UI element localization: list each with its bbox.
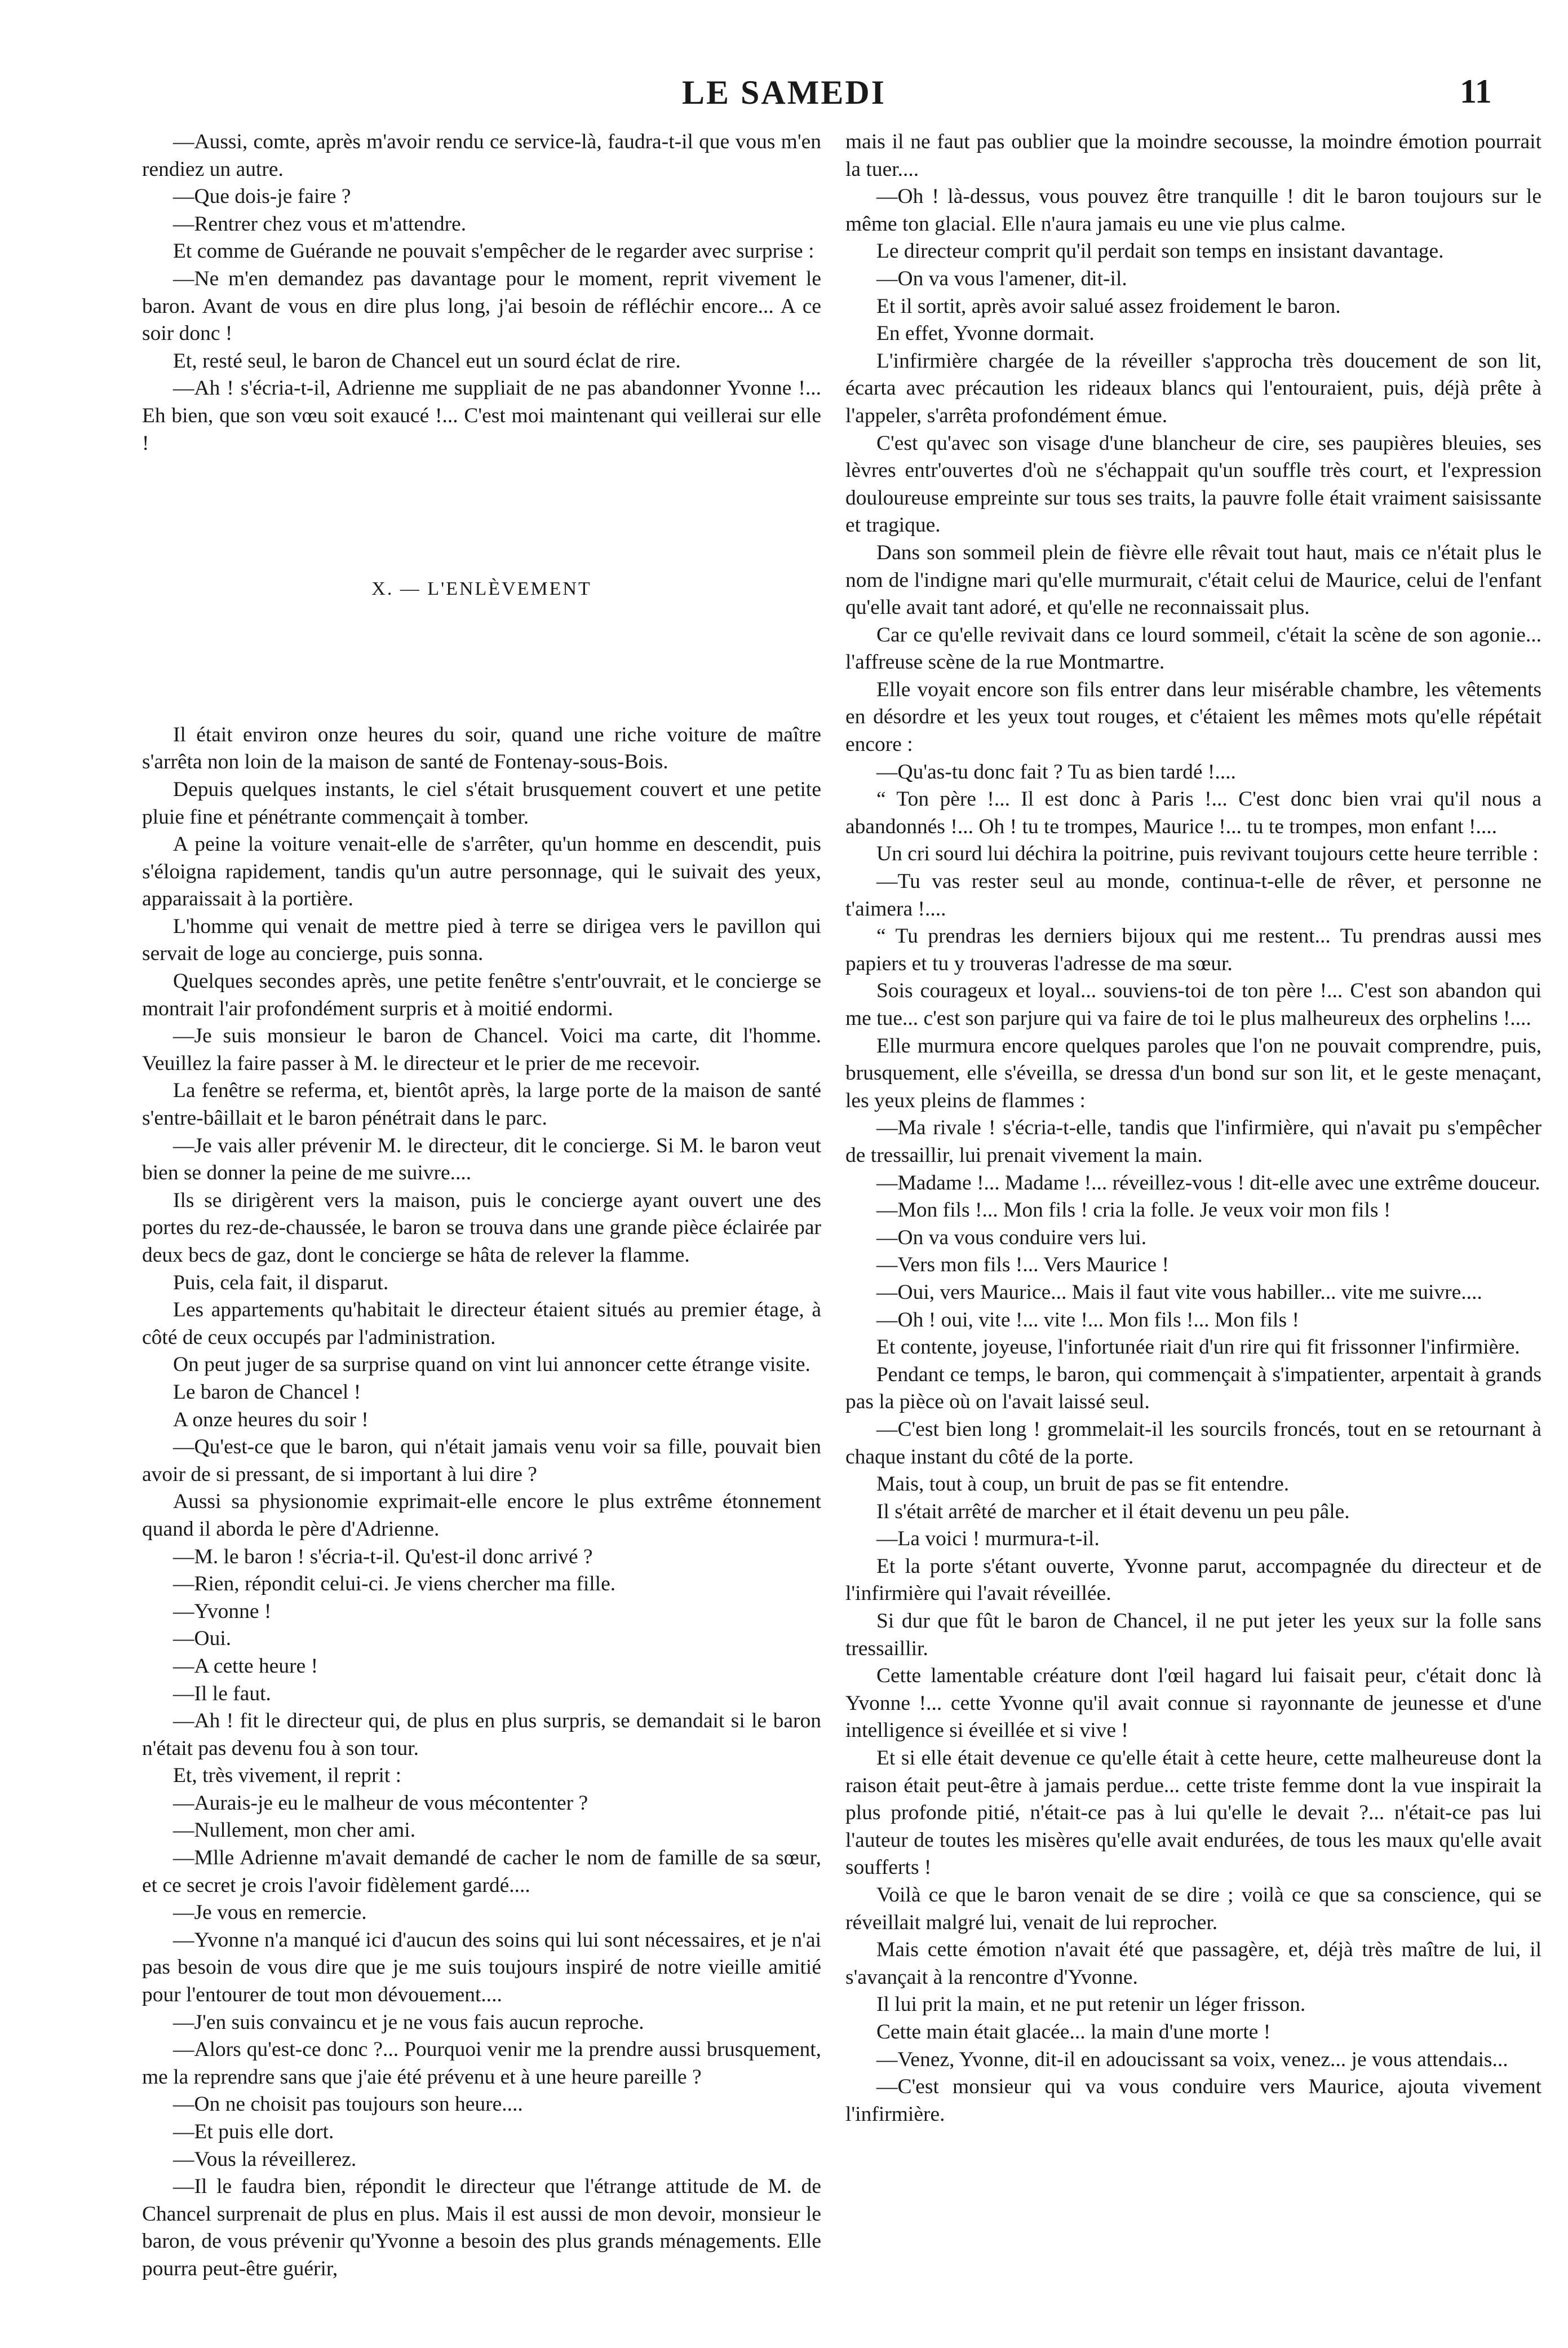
left-column — [142, 129, 821, 2283]
paragraph: Et contente, joyeuse, l'infortunée riait d'un rire qui fit frissonner l'infirmière. — [876, 1336, 1520, 1359]
paragraph: Le directeur comprit qu'il perdait son temps en insistant davantage. — [876, 240, 1444, 263]
paragraph: Quelques secondes après, une petite fenêtre s'entr'ouvrait, et le concierge se montrait l'air profondément surpris et à moitié endormi. — [142, 970, 821, 1020]
paragraph: —La voici ! murmura-t-il. — [876, 1527, 1100, 1551]
paragraph: “ Tu prendras les derniers bijoux qui me restent... Tu prendras aussi mes papiers et tu y trouveras l'adresse de ma sœur. — [845, 925, 1542, 975]
paragraph: —C'est monsieur qui va vous conduire vers Maurice, ajouta vivement l'infirmière. — [845, 2075, 1542, 2126]
page-number: 11 — [1460, 73, 1492, 110]
paragraph: —Tu vas rester seul au monde, continua-t-elle de rêver, et personne ne t'aimera !.... — [845, 870, 1542, 921]
paragraph: Elle voyait encore son fils entrer dans leur misérable chambre, les vêtements en désordre et les yeux tout rouges, et c'étaient les mêmes mots qu'elle répétait encore : — [845, 678, 1542, 757]
left-column-text-before-chapter — [142, 129, 821, 457]
paragraph: En effet, Yvonne dormait. — [876, 322, 1095, 346]
paragraph: —Il le faudra bien, répondit le directeur que l'étrange attitude de M. de Chancel surprenait de plus en plus. Mais il est aussi de mon devoir, monsieur le baron, de vous prévenir qu'Yvonne a besoin des plus grands ménagements. Elle pourra peut-être guérir, — [142, 2175, 821, 2280]
paragraph: Mais cette émotion n'avait été que passagère, et, déjà très maître de lui, il s'avançait à la rencontre d'Yvonne. — [845, 1938, 1542, 1989]
paragraph: Et comme de Guérande ne pouvait s'empêcher de le regarder avec surprise : — [173, 240, 814, 263]
paragraph: Mais, tout à coup, un bruit de pas se fit entendre. — [876, 1473, 1290, 1496]
paragraph: —A cette heure ! — [173, 1654, 318, 1678]
paragraph: A onze heures du soir ! — [173, 1408, 369, 1431]
paragraph: —Mlle Adrienne m'avait demandé de cacher le nom de famille de sa sœur, et ce secret je crois l'avoir fidèlement gardé.... — [142, 1846, 821, 1897]
left-column-text-after-chapter — [142, 722, 821, 2283]
continued-paragraph: mais il ne faut pas oublier que la moindre secousse, la moindre émotion pourrait la tuer.... — [845, 130, 1542, 181]
paragraph: On peut juger de sa surprise quand on vint lui annoncer cette étrange visite. — [173, 1353, 810, 1377]
paragraph: —Oui. — [173, 1627, 232, 1651]
paragraph: Il était environ onze heures du soir, quand une riche voiture de maître s'arrêta non loin de la maison de santé de Fontenay-sous-Bois. — [142, 723, 821, 774]
paragraph: Et, très vivement, il reprit : — [173, 1764, 402, 1788]
paragraph: Il s'était arrêté de marcher et il était devenu un peu pâle. — [876, 1500, 1350, 1523]
paragraph: —Rentrer chez vous et m'attendre. — [173, 212, 467, 236]
paragraph: Depuis quelques instants, le ciel s'était brusquement couvert et une petite pluie fine et pénétrante commençait à tomber. — [142, 777, 821, 829]
paragraph: —Ma rivale ! s'écria-t-elle, tandis que l'infirmière, qui n'avait pu s'empêcher de tressaillir, lui prenait vivement la main. — [845, 1116, 1542, 1167]
paragraph: Puis, cela fait, il disparut. — [173, 1271, 389, 1294]
chapter-title: X. — L'ENLÈVEMENT — [371, 578, 592, 600]
paragraph: L'infirmière chargée de la réveiller s'approcha très doucement de son lit, écarta avec précaution les rideaux blancs qui l'entouraient, puis, déjà prête à l'appeler, s'arrêta profondément émue. — [845, 349, 1542, 427]
paragraph: —J'en suis convaincu et je ne vous fais aucun reproche. — [173, 2010, 644, 2034]
paragraph: —On va vous l'amener, dit-il. — [876, 267, 1127, 290]
paragraph: Cette lamentable créature dont l'œil hagard lui faisait peur, c'était donc là Yvonne !... cette Yvonne qu'il avait connue si rayonnante de jeunesse et d'une intelligence si éveillée et si vive ! — [845, 1664, 1542, 1743]
paragraph: —Madame !... Madame !... réveillez-vous ! dit-elle avec une extrême douceur. — [876, 1171, 1540, 1195]
paragraph: Aussi sa physionomie exprimait-elle encore le plus extrême étonnement quand il aborda le père d'Adrienne. — [142, 1490, 821, 1541]
paragraph: —Venez, Yvonne, dit-il en adoucissant sa voix, venez... je vous attendais... — [876, 2048, 1508, 2071]
paragraph: Et, resté seul, le baron de Chancel eut un sourd éclat de rire. — [173, 349, 681, 373]
paragraph: Et la porte s'étant ouverte, Yvonne parut, accompagnée du directeur et de l'infirmière qui l'avait réveillée. — [845, 1554, 1542, 1606]
paragraph: —Ah ! fit le directeur qui, de plus en plus surpris, se demandait si le baron n'était pas devenu fou à son tour. — [142, 1709, 821, 1760]
paragraph: —Vous la réveillerez. — [173, 2147, 357, 2171]
paragraph: —Ah ! s'écria-t-il, Adrienne me suppliait de ne pas abandonner Yvonne !... Eh bien, que son vœu soit exaucé !... C'est moi maintenant qui veillerai sur elle ! — [142, 377, 821, 455]
paragraph: —Je vous en remercie. — [173, 1901, 367, 1925]
paragraph: Cette main était glacée... la main d'une morte ! — [876, 2020, 1271, 2044]
paragraph: —Et puis elle dort. — [173, 2120, 334, 2143]
paragraph: —Je vais aller prévenir M. le directeur, dit le concierge. Si M. le baron veut bien se donner la peine de me suivre.... — [142, 1134, 821, 1185]
paragraph: —Yvonne ! — [173, 1599, 272, 1623]
paragraph: —M. le baron ! s'écria-t-il. Qu'est-il donc arrivé ? — [173, 1545, 593, 1568]
paragraph: Sois courageux et loyal... souviens-toi de ton père !... C'est son abandon qui me tue... c'est son parjure qui va faire de toi le plus malheureux des orphelins !.... — [845, 979, 1542, 1030]
paragraph: —C'est bien long ! grommelait-il les sourcils froncés, tout en se retournant à chaque instant du côté de la porte. — [845, 1417, 1542, 1469]
right-column-text — [845, 183, 1542, 2128]
journal-title: LE SAMEDI — [681, 74, 887, 111]
paragraph: —Aussi, comte, après m'avoir rendu ce service-là, faudra-t-il que vous m'en rendiez un autre. — [142, 130, 821, 181]
paragraph: —Je suis monsieur le baron de Chancel. Voici ma carte, dit l'homme. Veuillez la faire passer à M. le directeur et le prier de me recevoir. — [142, 1024, 821, 1075]
paragraph: La fenêtre se referma, et, bientôt après, la large porte de la maison de santé s'entre-bâillait et le baron pénétrait dans le parc. — [142, 1079, 821, 1130]
paragraph: —Nullement, mon cher ami. — [173, 1819, 416, 1842]
paragraph: L'homme qui venait de mettre pied à terre se dirigea vers le pavillon qui servait de loge au concierge, puis sonna. — [142, 914, 821, 966]
paragraph: A peine la voiture venait-elle de s'arrêter, qu'un homme en descendit, puis s'éloigna rapidement, tandis qu'un autre personnage, qui le suivait des yeux, apparaissait à la portière. — [142, 833, 821, 911]
paragraph: Le baron de Chancel ! — [173, 1380, 361, 1404]
paragraph: Ils se dirigèrent vers la maison, puis le concierge ayant ouvert une des portes du rez-de-chaussée, le baron se trouva dans une grande pièce éclairée par deux becs de gaz, dont le concierge se hâta de relever la flamme. — [142, 1188, 821, 1267]
paragraph: —Oui, vers Maurice... Mais il faut vite vous habiller... vite me suivre.... — [876, 1280, 1482, 1304]
paragraph: —Alors qu'est-ce donc ?... Pourquoi venir me la prendre aussi brusquement, me la reprendre sans que j'aie été prévenu et à une heure pareille ? — [142, 2038, 821, 2089]
paragraph: —Aurais-je eu le malheur de vous mécontenter ? — [173, 1791, 588, 1815]
paragraph: C'est qu'avec son visage d'une blancheur de cire, ses paupières bleuies, ses lèvres entr'ouvertes d'où ne s'échappait qu'un souffle très court, et l'expression douloureuse empreinte sur tous ses traits, la pauvre folle était vraiment saisissante et tragique. — [845, 431, 1542, 537]
paragraph: Et si elle était devenue ce qu'elle était à cette heure, cette malheureuse dont la raison était peut-être à jamais perdue... cette triste femme dont la vue inspirait la plus profonde pitié, n'était-ce pas à lui qu'elle le devait ?... n'était-ce pas lui l'auteur de toutes les misères qu'elle avait endurées, de tous les maux qu'elle avait soufferts ! — [845, 1746, 1542, 1880]
paragraph: Dans son sommeil plein de fièvre elle rêvait tout haut, mais ce n'était plus le nom de l'indigne mari qu'elle murmurait, c'était celui de Maurice, celui de l'enfant qu'elle avait tant adoré, et qu'elle ne reconnaissait plus. — [845, 541, 1542, 620]
paragraph: “ Ton père !... Il est donc à Paris !... C'est donc bien vrai qu'il nous a abandonnés !... Oh ! tu te trompes, Maurice !... tu te trompes, mon enfant !.... — [845, 788, 1542, 838]
paragraph: —Yvonne n'a manqué ici d'aucun des soins qui lui sont nécessaires, et je n'ai pas besoin de vous dire que je me suis toujours inspiré de notre vieille amitié pour l'entourer de tout mon dévouement.... — [142, 1928, 821, 2007]
paragraph: —On va vous conduire vers lui. — [876, 1226, 1147, 1249]
paragraph: —Rien, répondit celui-ci. Je viens chercher ma fille. — [173, 1572, 616, 1596]
paragraph: Elle murmura encore quelques paroles que l'on ne pouvait comprendre, puis, brusquement, elle s'éveilla, se dressa d'un bond sur son lit, et le geste menaçant, les yeux pleins de flammes : — [845, 1034, 1542, 1112]
paragraph: —Mon fils !... Mon fils ! cria la folle. Je veux voir mon fils ! — [876, 1199, 1391, 1222]
paragraph: Voilà ce que le baron venait de se dire ; voilà ce que sa conscience, qui se réveillait malgré lui, venait de lui reprocher. — [845, 1883, 1542, 1934]
paragraph: —Ne m'en demandez pas davantage pour le moment, reprit vivement le baron. Avant de vous en dire plus long, j'ai besoin de réfléchir encore... A ce soir donc ! — [142, 267, 821, 346]
paragraph: —Vers mon fils !... Vers Maurice ! — [876, 1253, 1169, 1277]
paragraph: —Qu'est-ce que le baron, qui n'était jamais venu voir sa fille, pouvait bien avoir de si pressant, de si important à lui dire ? — [142, 1435, 821, 1486]
paragraph: Et il sortit, après avoir salué assez froidement le baron. — [876, 294, 1341, 318]
paragraph: Un cri sourd lui déchira la poitrine, puis revivant toujours cette heure terrible : — [876, 842, 1539, 866]
right-column — [845, 129, 1542, 2128]
paragraph: —Qu'as-tu donc fait ? Tu as bien tardé !.... — [876, 760, 1236, 784]
paragraph: —Il le faut. — [173, 1682, 271, 1705]
paragraph: —Oh ! oui, vite !... vite !... Mon fils !... Mon fils ! — [876, 1308, 1299, 1332]
paragraph: Pendant ce temps, le baron, qui commençait à s'impatienter, arpentait à grands pas la pièce où on l'avait laissé seul. — [845, 1363, 1542, 1414]
paragraph: Il lui prit la main, et ne put retenir un léger frisson. — [876, 1993, 1306, 2017]
paragraph: —On ne choisit pas toujours son heure.... — [173, 2093, 523, 2116]
paragraph: —Oh ! là-dessus, vous pouvez être tranquille ! dit le baron toujours sur le même ton glacial. Elle n'aura jamais eu une vie plus calme. — [845, 185, 1542, 236]
paragraph: —Que dois-je faire ? — [173, 185, 351, 209]
paragraph: Car ce qu'elle revivait dans ce lourd sommeil, c'était la scène de son agonie... l'affreuse scène de la rue Montmartre. — [845, 623, 1542, 674]
paragraph: Si dur que fût le baron de Chancel, il ne put jeter les yeux sur la folle sans tressaillir. — [845, 1609, 1542, 1660]
paragraph: Les appartements qu'habitait le directeur étaient situés au premier étage, à côté de ceux occupés par l'administration. — [142, 1298, 821, 1349]
